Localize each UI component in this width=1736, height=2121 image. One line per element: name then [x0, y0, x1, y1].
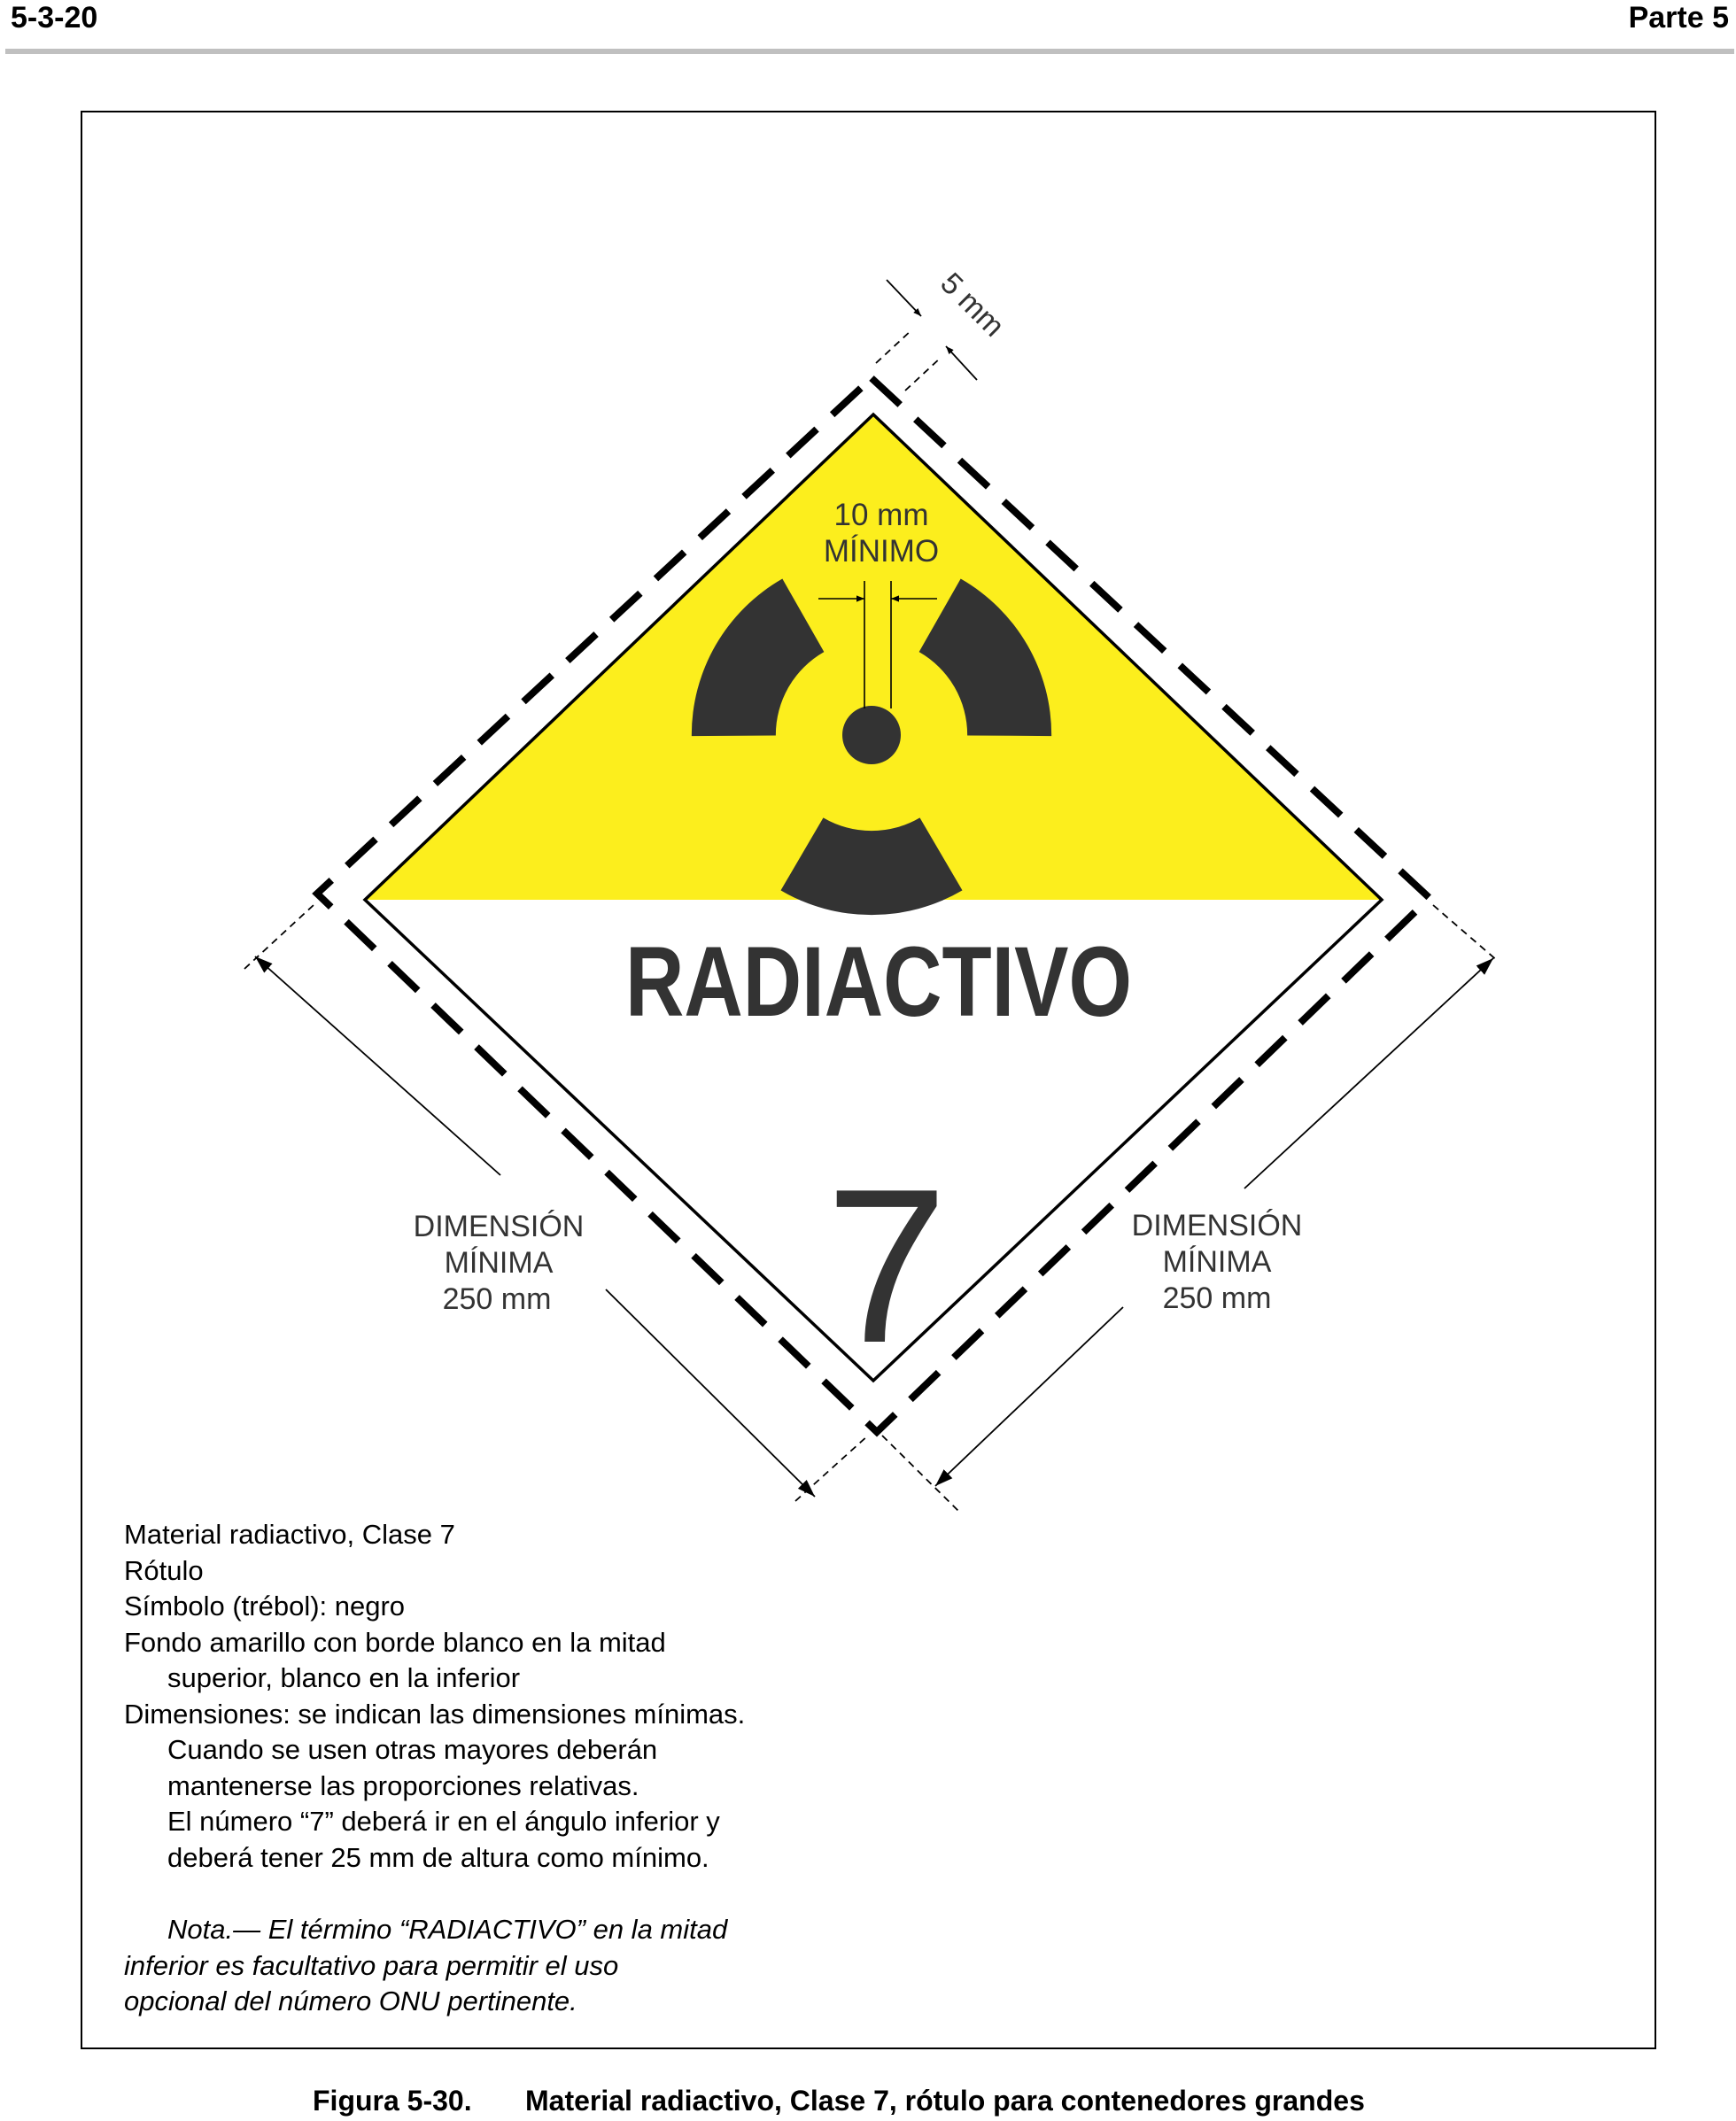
- description-line: mantenerse las proporciones relativas.: [167, 1769, 639, 1801]
- top-dimension-line2: MÍNIMO: [823, 534, 940, 569]
- description-line: Fondo amarillo con borde blanco en la mitad: [124, 1626, 666, 1658]
- right-dimension-line2: MÍNIMA: [1162, 1245, 1272, 1279]
- description-line: superior, blanco en la inferior: [167, 1662, 521, 1693]
- part-label: Parte 5: [1628, 1, 1729, 35]
- left-dimension-line1: DIMENSIÓN: [413, 1210, 585, 1243]
- placard-upper-half: [365, 414, 1382, 900]
- left-dimension-line2: MÍNIMA: [444, 1246, 554, 1280]
- top-dimension-line1: 10 mm: [833, 498, 929, 532]
- placard-note: [124, 1912, 727, 2020]
- note-line: Nota.— El término “RADIACTIVO” en la mitad: [167, 1914, 728, 1945]
- figure-number: Figura 5-30.: [313, 2085, 472, 2117]
- description-line: deberá tener 25 mm de altura como mínimo.: [167, 1841, 709, 1873]
- border-dimension-label: 5 mm: [934, 266, 1011, 344]
- class-word: RADIACTIVO: [625, 926, 1132, 1037]
- class-number: 7: [825, 1142, 948, 1389]
- description-line: Dimensiones: se indican las dimensiones mínimas.: [124, 1698, 746, 1730]
- figure-title: Material radiactivo, Clase 7, rótulo para contenedores grandes: [525, 2085, 1365, 2117]
- note-line: opcional del número ONU pertinente.: [124, 1986, 577, 2016]
- figure-caption: [313, 2083, 1365, 2118]
- description-line: Rótulo: [124, 1554, 204, 1586]
- note-line: inferior es facultativo para permitir el uso: [124, 1949, 619, 1981]
- placard-description: [124, 1517, 745, 1876]
- right-dimension-line1: DIMENSIÓN: [1131, 1209, 1303, 1242]
- description-line: Símbolo (trébol): negro: [124, 1591, 406, 1622]
- right-dimension-line3: 250 mm: [1162, 1281, 1272, 1315]
- description-line: Material radiactivo, Clase 7: [124, 1519, 455, 1550]
- left-dimension-line3: 250 mm: [442, 1282, 552, 1316]
- description-line: El número “7” deberá ir en el ángulo inferior y: [167, 1806, 720, 1837]
- description-line: Cuando se usen otras mayores deberán: [167, 1734, 658, 1765]
- page-number: 5-3-20: [11, 1, 98, 35]
